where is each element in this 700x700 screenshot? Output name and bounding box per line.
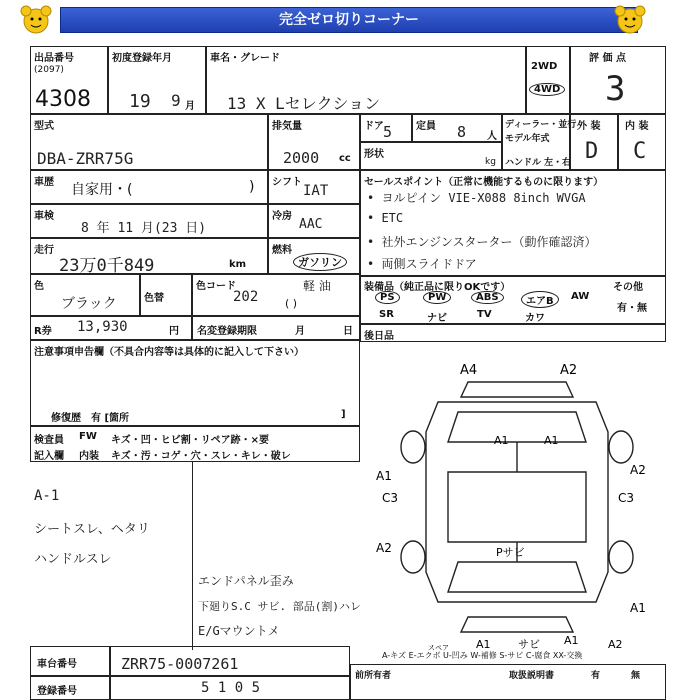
diagram-mark: A2 [560, 363, 578, 378]
sales-point-item: • 社外エンジンスターター（動作確認済） [367, 235, 597, 249]
repair-close: ] [341, 409, 346, 420]
shift-cell [268, 170, 360, 204]
note-line: A-1 [34, 488, 60, 504]
mileage-cell [30, 238, 268, 274]
damage-legend: A-キズ E-エクボ U-凹み W-補修 S-サビ C-腐食 XX-交換 [382, 651, 583, 660]
displacement-cell [268, 114, 360, 170]
handle-label: ハンドル 左・右 [505, 158, 572, 168]
first-reg-cell [108, 46, 206, 114]
diagram-mark: Pサビ [496, 546, 525, 559]
usage-close: ) [249, 179, 255, 195]
equipment-extra: その他 [613, 282, 643, 293]
shape-label: 形状 [364, 149, 384, 160]
doors-cell [360, 114, 412, 142]
score-label: 評 価 点 [589, 53, 626, 64]
note-line: E/Gマウントメ [198, 624, 280, 638]
type-label: 型式 [34, 121, 54, 132]
exterior-cell [570, 114, 618, 170]
bear-mascot-icon [612, 4, 648, 36]
header [0, 0, 700, 40]
auction-sheet [30, 42, 666, 700]
recycle-unit: 円 [169, 326, 179, 337]
name-change-day: 日 [343, 326, 353, 337]
first-reg-year: 19 [129, 91, 151, 112]
color-change-label: 色替 [144, 293, 164, 304]
month-unit: 月 [185, 101, 195, 112]
drive-4wd: 4WD [529, 83, 565, 96]
note-line: ハンドルスレ [34, 552, 112, 567]
chassis-label: 車台番号 [37, 659, 77, 670]
equip-tv: TV [477, 309, 492, 320]
diagram-mark: A2 [608, 638, 623, 651]
chassis-label-cell [30, 646, 110, 676]
ac-label: 冷房 [272, 211, 292, 222]
dealer-label: ディーラー・並行 [505, 120, 577, 130]
lot-cell [30, 46, 108, 114]
page-title: 完全ゼロ切りコーナー [60, 7, 638, 33]
sales-point-item: • ヨルピイン VIE-X088 8inch WVGA [367, 191, 586, 205]
checker-fw-items: キズ・凹・ヒビ割・リペア跡・×要 [111, 435, 269, 446]
first-reg-month: 9 [171, 91, 181, 110]
checker-fw: FW [79, 431, 97, 442]
equip-airbag: エアB [521, 291, 559, 308]
usage-label: 車歴 [34, 177, 54, 188]
inspection-cell [30, 204, 268, 238]
diagram-mark: A2 [376, 541, 392, 555]
diagram-mark: A2 [630, 463, 646, 477]
doors-value: 5 [383, 123, 393, 141]
repair-label: 修復歴 有 [箇所 [51, 413, 130, 424]
diagram-mark: A1 [544, 434, 559, 447]
equip-aw: AW [571, 291, 590, 302]
diagram-mark: A1 [564, 634, 579, 647]
equipment-cell [360, 276, 666, 324]
type-cell [30, 114, 268, 170]
exterior-label: 外 装 [577, 121, 601, 132]
interior-cell [618, 114, 666, 170]
lot-label: 出品番号 [34, 53, 74, 64]
manual-yes: 有 [591, 671, 601, 681]
name-change-label: 名変登録期限 [197, 326, 257, 337]
equip-navi: ナビ [427, 313, 447, 324]
fuel-value: ガソリン [293, 253, 347, 271]
displacement-unit: cc [339, 153, 351, 164]
fuel-paren: ( ) [285, 297, 298, 310]
inspection-label: 車検 [34, 211, 54, 222]
type-value: DBA-ZRR75G [37, 149, 134, 168]
exterior-value: D [585, 139, 599, 164]
shift-label: シフト [272, 177, 302, 188]
doors-label: ドア [364, 121, 384, 132]
lot-number: 4308 [35, 87, 91, 112]
color-code-cell [192, 274, 360, 316]
note-line: エンドパネル歪み [198, 574, 294, 588]
fuel-alt: 軽 油 [303, 279, 331, 293]
notes-label: 注意事項申告欄（不具合内容等は具体的に記入して下さい） [34, 347, 304, 358]
bottom-right-cell [350, 664, 666, 700]
color-code-value: 202 [233, 289, 259, 305]
equip-sr: SR [379, 309, 394, 320]
interior-label: 内 装 [625, 121, 649, 132]
diagram-mark: A1 [630, 601, 646, 615]
dealer-cell [502, 114, 577, 170]
model-value: 13 X Lセレクション [227, 94, 381, 113]
fuel-cell [268, 238, 360, 274]
note-line: シートスレ、ヘタリ [34, 522, 150, 537]
reg-label-cell [30, 676, 110, 700]
diagram-mark: C3 [618, 491, 635, 505]
reg-value-cell [110, 676, 350, 700]
recycle-value: 13,930 [77, 319, 128, 335]
model-label: 車名・グレード [210, 53, 280, 64]
shift-value: IAT [303, 183, 329, 199]
capacity-value: 8 [457, 123, 467, 141]
score-cell [570, 46, 666, 114]
diagram-mark: A1 [476, 638, 491, 651]
recycle-label: R券 [34, 326, 52, 337]
chassis-value-cell [110, 646, 350, 676]
mileage-label: 走行 [34, 245, 54, 256]
ac-cell [268, 204, 360, 238]
first-reg-label: 初度登録年月 [112, 53, 172, 64]
checker-label: 検査員 [34, 435, 64, 446]
color-cell [30, 274, 140, 316]
displacement-value: 2000 [283, 149, 320, 167]
reg-label: 登録番号 [37, 686, 77, 697]
equip-abs: ABS [471, 291, 504, 304]
model-year-label: モデル年式 [505, 134, 550, 144]
inspection-value: 8 年 11 月(23 日) [81, 221, 207, 236]
entry-label: 記入欄 [34, 451, 64, 462]
equip-pw: PW [423, 291, 451, 304]
entry-in-items: キズ・汚・コゲ・穴・スレ・キレ・破レ [111, 451, 291, 462]
kg-label: kg [485, 157, 496, 167]
notes-divider [192, 462, 193, 650]
equip-choice: 有・無 [617, 303, 647, 314]
usage-value: 自家用・( [71, 182, 133, 198]
color-label: 色 [34, 281, 44, 292]
diagram-mark: A1 [376, 469, 392, 483]
recycle-cell [30, 316, 192, 340]
sales-point-item: • ETC [367, 211, 404, 225]
equipment-label: 装備品（純正品に限りOKです） [364, 282, 511, 293]
color-value: ブラック [61, 296, 117, 312]
lot-sub: (2097) [34, 65, 64, 75]
name-change-month: 月 [295, 326, 305, 337]
diagram-mark: A4 [460, 363, 478, 378]
later-cell [360, 324, 666, 342]
mileage-value: 23万0千849 [59, 256, 155, 276]
reg-value: 5 1 0 5 [201, 680, 261, 696]
entry-in: 内装 [79, 451, 99, 462]
mileage-unit: km [229, 259, 247, 270]
capacity-cell [412, 114, 502, 142]
later-label: 後日品 [364, 331, 394, 342]
sales-points-label: セールスポイント（正常に機能するものに限ります） [364, 177, 604, 188]
interior-value: C [633, 139, 647, 164]
diagram-mark: C3 [382, 491, 399, 505]
bear-mascot-icon [18, 4, 54, 36]
notes-cell [30, 340, 360, 426]
usage-cell [30, 170, 268, 204]
name-change-cell [192, 316, 360, 340]
displacement-label: 排気量 [272, 121, 302, 132]
car-damage-diagram [368, 352, 666, 652]
score-value: 3 [605, 69, 626, 109]
sales-points-cell [360, 170, 666, 276]
manual-no: 無 [631, 671, 641, 681]
color-change-cell [140, 274, 192, 316]
checker-cell [30, 426, 360, 462]
capacity-unit: 人 [487, 131, 497, 142]
model-cell [206, 46, 526, 114]
sales-point-item: • 両側スライドドア [367, 257, 477, 271]
diagram-mark: サビ [518, 638, 540, 651]
drive-cell [526, 46, 570, 114]
previous-owner-label: 前所有者 [355, 671, 392, 681]
drive-2wd: 2WD [531, 61, 558, 72]
note-line: 下廻りS.C サビ. 部品(割)ハレ [198, 600, 361, 613]
capacity-label: 定員 [416, 121, 436, 132]
shape-cell [360, 142, 502, 170]
manual-label: 取扱説明書 [509, 671, 555, 681]
fuel-label: 燃料 [272, 245, 292, 256]
equip-ps: PS [375, 291, 400, 304]
chassis-value: ZRR75-0007261 [121, 655, 239, 673]
color-code-label: 色コード [196, 281, 236, 292]
ac-value: AAC [299, 217, 323, 232]
equip-leather: カワ [525, 313, 545, 324]
diagram-mark: A1 [494, 434, 509, 447]
diagram-spare: スペア [428, 644, 449, 652]
